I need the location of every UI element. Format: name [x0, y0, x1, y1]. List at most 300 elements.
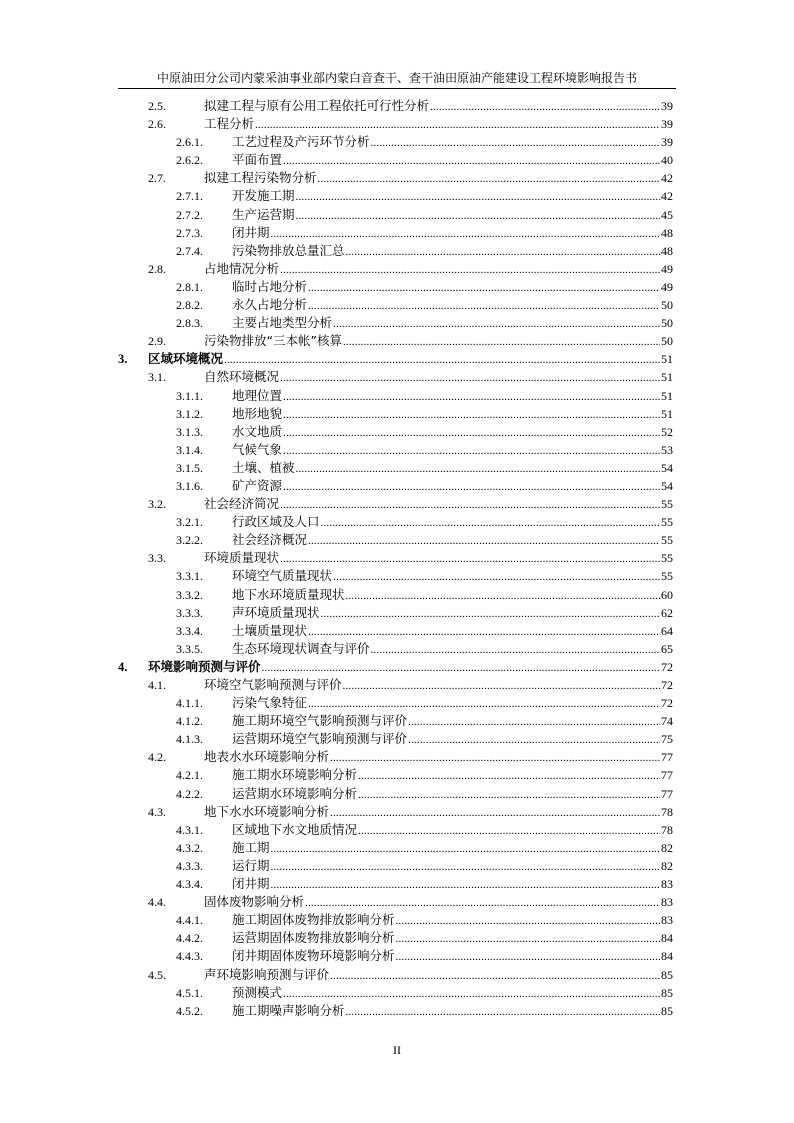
toc-entry-title[interactable]: 环境质量现状 — [204, 550, 280, 566]
toc-entry[interactable] — [0, 260, 794, 278]
toc-entry-line — [232, 513, 673, 532]
toc-entry-page: 82 — [661, 858, 673, 873]
toc-entry-page: 72 — [661, 678, 673, 692]
dot-leader — [371, 641, 660, 659]
toc-entry-title[interactable]: 声环境影响预测与评价 — [204, 966, 330, 982]
toc-entry[interactable] — [0, 405, 794, 423]
dot-leader — [330, 749, 660, 767]
dot-leader — [283, 442, 660, 460]
toc-entry-page: 77 — [661, 750, 673, 765]
dot-leader — [408, 713, 660, 731]
toc-entry[interactable] — [0, 495, 794, 513]
toc-entry-page: 50 — [661, 298, 673, 313]
toc-entry-title[interactable]: 施工期水环境影响分析 — [232, 767, 358, 783]
toc-entry-line — [204, 368, 673, 387]
toc-entry-number: 2.7. — [148, 171, 166, 186]
toc-entry-number: 4.3.4. — [176, 877, 203, 892]
toc-entry-line — [232, 640, 673, 659]
toc-entry-line — [232, 875, 673, 894]
dot-leader — [396, 912, 660, 930]
toc-entry-number: 4.1.3. — [176, 732, 203, 747]
dot-leader — [396, 948, 660, 966]
toc-entry-number: 2.5. — [148, 99, 166, 113]
toc-entry-number: 3.3.3. — [176, 605, 203, 620]
dot-leader — [280, 261, 660, 279]
toc-entry[interactable] — [0, 133, 794, 151]
toc-entry-line — [232, 1002, 673, 1021]
toc-entry-line — [232, 477, 673, 496]
toc-entry[interactable] — [0, 169, 794, 187]
toc-entry-line — [204, 893, 673, 912]
toc-entry-number: 2.7.4. — [176, 243, 203, 258]
toc-entry-page: 60 — [661, 587, 673, 602]
toc-entry[interactable] — [0, 368, 794, 386]
dot-leader — [358, 822, 660, 840]
toc-entry[interactable] — [0, 206, 794, 224]
toc-entry-title[interactable]: 环境影响预测与评价 — [148, 658, 261, 674]
toc-entry[interactable] — [0, 350, 794, 368]
toc-entry-page: 51 — [661, 370, 673, 385]
toc-entry-title[interactable]: 施工期噪声影响分析 — [232, 1002, 345, 1018]
toc-entry-page: 77 — [661, 768, 673, 783]
toc-entry-number: 4.2. — [148, 750, 166, 765]
toc-entry-number: 4.1. — [148, 678, 166, 692]
toc-entry-title[interactable]: 闭井期 — [232, 876, 270, 892]
toc-entry-number: 3.2.2. — [176, 533, 203, 548]
toc-entry-page: 50 — [661, 334, 673, 349]
toc-entry-page: 54 — [661, 478, 673, 493]
toc-entry-title[interactable]: 主要占地类型分析 — [232, 315, 333, 331]
toc-entry-title[interactable]: 生产运营期 — [232, 206, 295, 222]
toc-entry-page: 65 — [661, 641, 673, 656]
toc-entry-page: 82 — [661, 840, 673, 855]
toc-entry-number: 2.7.1. — [176, 189, 203, 204]
toc-entry-number: 4.4.2. — [176, 931, 203, 946]
toc-entry-page: 49 — [661, 279, 673, 294]
dot-leader — [296, 207, 660, 225]
toc-entry-page: 55 — [661, 515, 673, 530]
toc-entry-page: 45 — [661, 207, 673, 222]
toc-entry[interactable] — [0, 947, 794, 965]
dot-leader — [283, 388, 660, 406]
toc-entry-number: 2.8.2. — [176, 298, 203, 313]
toc-entry-page: 39 — [661, 135, 673, 150]
toc-entry-number: 4.5.2. — [176, 1003, 203, 1018]
toc-entry-number: 2.6.1. — [176, 135, 203, 150]
toc-entry[interactable] — [0, 549, 794, 567]
toc-entry[interactable] — [0, 423, 794, 441]
dot-leader — [333, 568, 660, 586]
dot-leader — [280, 369, 660, 387]
toc-entry[interactable] — [0, 1002, 794, 1020]
dot-leader — [346, 243, 660, 261]
toc-entry-title[interactable]: 行政区域及人口 — [232, 514, 320, 530]
toc-entry-title[interactable]: 地形地貌 — [232, 405, 283, 421]
toc-entry-page: 77 — [661, 786, 673, 801]
dot-leader — [358, 767, 660, 785]
toc-entry-line — [232, 278, 673, 297]
toc-entry-title[interactable]: 永久占地分析 — [232, 297, 308, 313]
toc-entry[interactable] — [0, 187, 794, 205]
toc-entry-title[interactable]: 施工期 — [232, 839, 270, 855]
dot-leader — [333, 315, 660, 333]
toc-entry-title[interactable]: 声环境质量现状 — [232, 604, 320, 620]
toc-entry-page: 55 — [661, 551, 673, 566]
toc-entry-title[interactable]: 平面布置 — [232, 152, 283, 168]
dot-leader — [346, 1003, 660, 1021]
toc-entry-line — [232, 387, 673, 406]
toc-entry-title[interactable]: 气候气象 — [232, 441, 283, 457]
toc-entry-title[interactable]: 土壤、植被 — [232, 459, 295, 475]
dot-leader — [271, 225, 660, 243]
toc-entry-line — [232, 604, 673, 623]
toc-entry-number: 3.1. — [148, 370, 166, 385]
toc-entry-page: 42 — [661, 189, 673, 204]
toc-entry-number: 3.1.6. — [176, 478, 203, 493]
toc-entry-number: 4.3.3. — [176, 858, 203, 873]
toc-entry-page: 75 — [661, 732, 673, 747]
toc-entry-number: 3.3.2. — [176, 587, 203, 602]
toc-entry-line — [204, 495, 673, 514]
toc-entry-number: 4.1.1. — [176, 696, 203, 711]
document-header: 中原油田分公司内蒙采油事业部内蒙白音查干、查干油田原油产能建设工程环境影响报告书 — [118, 68, 676, 89]
toc-entry[interactable] — [0, 712, 794, 730]
toc-entry-page: 85 — [661, 985, 673, 1000]
toc-entry-line — [232, 984, 673, 1003]
toc-entry-page: 78 — [661, 822, 673, 837]
toc-entry-title[interactable]: 地表水水环境影响分析 — [204, 749, 330, 765]
dot-leader — [321, 605, 660, 623]
toc-entry-number: 4.4. — [148, 895, 166, 910]
toc-entry-title[interactable]: 运行期 — [232, 857, 270, 873]
toc-entry-title[interactable]: 运营期固体废物排放影响分析 — [232, 930, 395, 946]
dot-leader — [296, 188, 660, 206]
toc-entry[interactable] — [0, 477, 794, 495]
toc-entry-line — [232, 586, 673, 605]
dot-leader — [330, 804, 660, 822]
dot-leader — [296, 460, 660, 478]
dot-leader — [271, 876, 660, 894]
toc-entry[interactable] — [0, 748, 794, 766]
dot-leader — [318, 170, 660, 188]
toc-entry-line — [232, 423, 673, 442]
toc-entry-number: 4.2.1. — [176, 768, 203, 783]
dot-leader — [283, 406, 660, 424]
dot-leader — [262, 659, 660, 677]
toc-entry-page: 48 — [661, 243, 673, 258]
toc-entry-title[interactable]: 社会经济简况 — [204, 496, 280, 512]
toc-entry[interactable] — [0, 893, 794, 911]
toc-entry-number: 4.2.2. — [176, 786, 203, 801]
dot-leader — [283, 152, 660, 170]
dot-leader — [308, 623, 660, 641]
toc-entry-page: 42 — [661, 171, 673, 186]
toc-entry[interactable] — [0, 387, 794, 405]
toc-entry-number: 2.6.2. — [176, 153, 203, 168]
toc-entry[interactable] — [0, 839, 794, 857]
toc-entry-page: 83 — [661, 913, 673, 928]
toc-entry[interactable] — [0, 803, 794, 821]
toc-entry[interactable] — [0, 730, 794, 748]
toc-entry-page: 72 — [661, 696, 673, 711]
toc-entry-number: 3.1.3. — [176, 424, 203, 439]
toc-entry[interactable] — [0, 314, 794, 332]
toc-entry[interactable] — [0, 513, 794, 531]
toc-entry-line — [232, 151, 673, 170]
toc-entry-title[interactable]: 固体废物影响分析 — [204, 894, 305, 910]
dot-leader — [271, 840, 660, 858]
toc-entry-title[interactable]: 地下水环境质量现状 — [232, 586, 345, 602]
toc-entry-title[interactable]: 社会经济概况 — [232, 532, 308, 548]
toc-entry-number: 3.3.5. — [176, 641, 203, 656]
toc-entry[interactable] — [0, 151, 794, 169]
toc-entry-number: 4.5. — [148, 967, 166, 982]
dot-leader — [283, 424, 660, 442]
toc-entry-number: 3.1.5. — [176, 460, 203, 475]
toc-entry[interactable] — [0, 604, 794, 622]
toc-entry[interactable] — [0, 97, 794, 115]
toc-entry-number: 3.1.2. — [176, 406, 203, 421]
toc-entry-page: 83 — [661, 895, 673, 910]
toc-entry-number: 2.8.3. — [176, 316, 203, 331]
toc-entry-page: 54 — [661, 460, 673, 475]
toc-entry-page: 72 — [661, 659, 673, 674]
dot-leader — [308, 297, 660, 315]
toc-entry-page: 62 — [661, 605, 673, 620]
toc-entry-page: 40 — [661, 153, 673, 168]
dot-leader — [283, 478, 660, 496]
toc-entry-number: 3.1.1. — [176, 388, 203, 403]
toc-entry-line — [204, 748, 673, 767]
toc-entry-title[interactable]: 环境空气影响预测与评价 — [204, 677, 342, 692]
toc-entry-line — [232, 730, 673, 749]
toc-entry-line — [232, 441, 673, 460]
toc-entry[interactable] — [0, 459, 794, 477]
toc-entry[interactable] — [0, 694, 794, 712]
toc-entry-title[interactable]: 环境空气质量现状 — [232, 568, 333, 584]
page-number: II — [393, 1043, 401, 1057]
toc-entry[interactable] — [0, 676, 794, 694]
toc-entry[interactable] — [0, 332, 794, 350]
toc-entry-number: 3.1.4. — [176, 442, 203, 457]
toc-entry-page: 85 — [661, 967, 673, 982]
dot-leader — [430, 98, 660, 116]
toc-entry-title[interactable]: 区域地下水文地质情况 — [232, 821, 358, 837]
toc-entry-number: 2.7.2. — [176, 207, 203, 222]
toc-entry-number: 2.8.1. — [176, 279, 203, 294]
toc-entry-line — [204, 332, 673, 351]
toc-entry-number: 3.3.4. — [176, 623, 203, 638]
toc-entry-line — [232, 296, 673, 315]
toc-entry[interactable] — [0, 929, 794, 947]
toc-entry-title[interactable]: 占地情况分析 — [204, 260, 280, 276]
toc-entry-title[interactable]: 闭井期 — [232, 224, 270, 240]
toc-entry-number: 4.3. — [148, 804, 166, 819]
toc-entry-number: 3.3. — [148, 551, 166, 566]
toc-entry-title[interactable]: 开发施工期 — [232, 188, 295, 204]
toc-entry-title[interactable]: 工艺过程及产污环节分析 — [232, 134, 370, 150]
dot-leader — [321, 514, 660, 532]
dot-leader — [371, 134, 660, 152]
toc-entry-line — [232, 133, 673, 152]
toc-entry-title[interactable]: 施工期固体废物排放影响分析 — [232, 912, 395, 928]
dot-leader — [280, 550, 660, 568]
dot-leader — [343, 677, 660, 695]
toc-entry-title[interactable]: 临时占地分析 — [232, 278, 308, 294]
toc-entry[interactable] — [0, 785, 794, 803]
dot-leader — [224, 351, 660, 369]
toc-entry-title[interactable]: 地下水水环境影响分析 — [204, 803, 330, 819]
toc-entry-line — [232, 839, 673, 858]
toc-entry-page: 84 — [661, 949, 673, 964]
toc-entry-page: 49 — [661, 261, 673, 276]
toc-entry-page: 55 — [661, 497, 673, 512]
toc-entry-number: 4.5.1. — [176, 985, 203, 1000]
dot-leader — [305, 894, 660, 912]
toc-entry[interactable] — [0, 821, 794, 839]
toc-entry-title[interactable]: 运营期环境空气影响预测与评价 — [232, 731, 408, 747]
toc-entry-line — [232, 785, 673, 804]
toc-entry-page: 39 — [661, 117, 673, 132]
toc-entry[interactable] — [0, 531, 794, 549]
toc-entry-line — [204, 97, 673, 116]
toc-entry-title[interactable]: 生态环境现状调查与评价 — [232, 640, 370, 656]
toc-entry-line — [232, 911, 673, 930]
toc-entry-line — [232, 531, 673, 550]
toc-entry-page: 48 — [661, 225, 673, 240]
toc-entry-number: 4.4.1. — [176, 913, 203, 928]
toc-entry[interactable] — [0, 911, 794, 929]
toc-entry-page: 85 — [661, 1003, 673, 1018]
toc-entry-line — [204, 803, 673, 822]
toc-entry-number: 4.4.3. — [176, 949, 203, 964]
toc-entry-title[interactable]: 自然环境概况 — [204, 369, 280, 385]
toc-entry-page: 55 — [661, 569, 673, 584]
toc-entry-title[interactable]: 土壤质量现状 — [232, 622, 308, 638]
toc-entry-number: 2.7.3. — [176, 225, 203, 240]
toc-entry[interactable] — [0, 766, 794, 784]
toc-entry-number: 2.8. — [148, 261, 166, 276]
toc-entry[interactable] — [0, 296, 794, 314]
toc-entry-page: 83 — [661, 877, 673, 892]
toc-entry-page: 64 — [661, 623, 673, 638]
toc-entry-title[interactable]: 拟建工程与原有公用工程依托可行性分析 — [204, 98, 430, 113]
toc-entry[interactable] — [0, 115, 794, 133]
dot-leader — [308, 532, 660, 550]
toc-entry[interactable] — [0, 984, 794, 1002]
toc-entry-title[interactable]: 工程分析 — [204, 116, 255, 132]
toc-entry-title[interactable]: 施工期环境空气影响预测与评价 — [232, 713, 408, 729]
toc-entry-line — [204, 966, 673, 985]
toc-entry-number: 2.6. — [148, 117, 166, 132]
toc-entry-number: 4.3.1. — [176, 822, 203, 837]
toc-entry-page: 51 — [661, 406, 673, 421]
toc-entry-number: 3.2. — [148, 497, 166, 512]
toc-entry[interactable] — [0, 966, 794, 984]
toc-entry-title[interactable]: 拟建工程污染物分析 — [204, 170, 317, 186]
toc-entry-title[interactable]: 污染气象特征 — [232, 695, 308, 711]
toc-entry-page: 55 — [661, 533, 673, 548]
toc-entry-line — [204, 260, 673, 279]
toc-entry[interactable] — [0, 622, 794, 640]
dot-leader — [330, 967, 660, 985]
toc-entry-line — [204, 676, 673, 695]
toc-entry-title[interactable]: 运营期水环境影响分析 — [232, 785, 358, 801]
toc-entry-line — [232, 459, 673, 478]
toc-entry-page: 51 — [661, 352, 673, 367]
toc-entry-line — [232, 224, 673, 243]
toc-entry[interactable] — [0, 586, 794, 604]
toc-entry-page: 50 — [661, 316, 673, 331]
toc-entry-line — [232, 929, 673, 948]
toc-entry-title[interactable]: 污染物排放“三本帐”核算 — [204, 333, 342, 349]
toc-entry-title[interactable]: 闭井期固体废物环境影响分析 — [232, 948, 395, 964]
toc-entry[interactable] — [0, 640, 794, 658]
table-of-contents — [0, 97, 794, 1020]
toc-entry-number: 4. — [118, 659, 128, 674]
toc-entry-line — [232, 821, 673, 840]
dot-leader — [308, 279, 660, 297]
toc-entry-page: 84 — [661, 931, 673, 946]
dot-leader — [358, 786, 660, 804]
toc-entry-title[interactable]: 矿产资源 — [232, 477, 283, 493]
toc-entry[interactable] — [0, 658, 794, 676]
toc-entry-line — [232, 622, 673, 641]
toc-entry-title[interactable]: 水文地质 — [232, 423, 283, 439]
toc-entry-title[interactable]: 地理位置 — [232, 387, 283, 403]
toc-entry-line — [232, 242, 673, 261]
toc-entry-number: 3.2.1. — [176, 515, 203, 530]
toc-entry-title[interactable]: 区域环境概况 — [148, 351, 224, 367]
dot-leader — [346, 587, 660, 605]
toc-entry-line — [232, 206, 673, 225]
toc-entry-number: 3. — [118, 352, 128, 367]
dot-leader — [255, 116, 660, 134]
toc-entry-number: 4.1.2. — [176, 714, 203, 729]
toc-entry-title[interactable]: 污染物排放总量汇总 — [232, 242, 345, 258]
toc-entry-line — [204, 549, 673, 568]
toc-entry-page: 53 — [661, 442, 673, 457]
toc-entry-number: 3.3.1. — [176, 569, 203, 584]
toc-entry-line — [232, 857, 673, 876]
dot-leader — [308, 695, 660, 713]
toc-entry-line — [148, 658, 673, 677]
toc-entry-line — [204, 115, 673, 134]
toc-entry[interactable] — [0, 224, 794, 242]
toc-entry-line — [148, 350, 673, 369]
dot-leader — [396, 930, 660, 948]
dot-leader — [408, 731, 660, 749]
toc-entry-line — [232, 405, 673, 424]
toc-entry-line — [232, 694, 673, 713]
toc-entry[interactable] — [0, 242, 794, 260]
toc-entry[interactable] — [0, 857, 794, 875]
toc-entry-page: 39 — [661, 99, 673, 113]
toc-entry-line — [232, 712, 673, 731]
toc-entry[interactable] — [0, 278, 794, 296]
dot-leader — [283, 985, 660, 1003]
toc-entry[interactable] — [0, 875, 794, 893]
toc-entry-line — [232, 187, 673, 206]
toc-entry-title[interactable]: 预测模式 — [232, 984, 283, 1000]
toc-entry-line — [232, 567, 673, 586]
toc-entry-line — [232, 766, 673, 785]
toc-entry[interactable] — [0, 441, 794, 459]
toc-entry-page: 74 — [661, 714, 673, 729]
dot-leader — [343, 333, 660, 351]
toc-entry-line — [232, 947, 673, 966]
toc-entry[interactable] — [0, 567, 794, 585]
